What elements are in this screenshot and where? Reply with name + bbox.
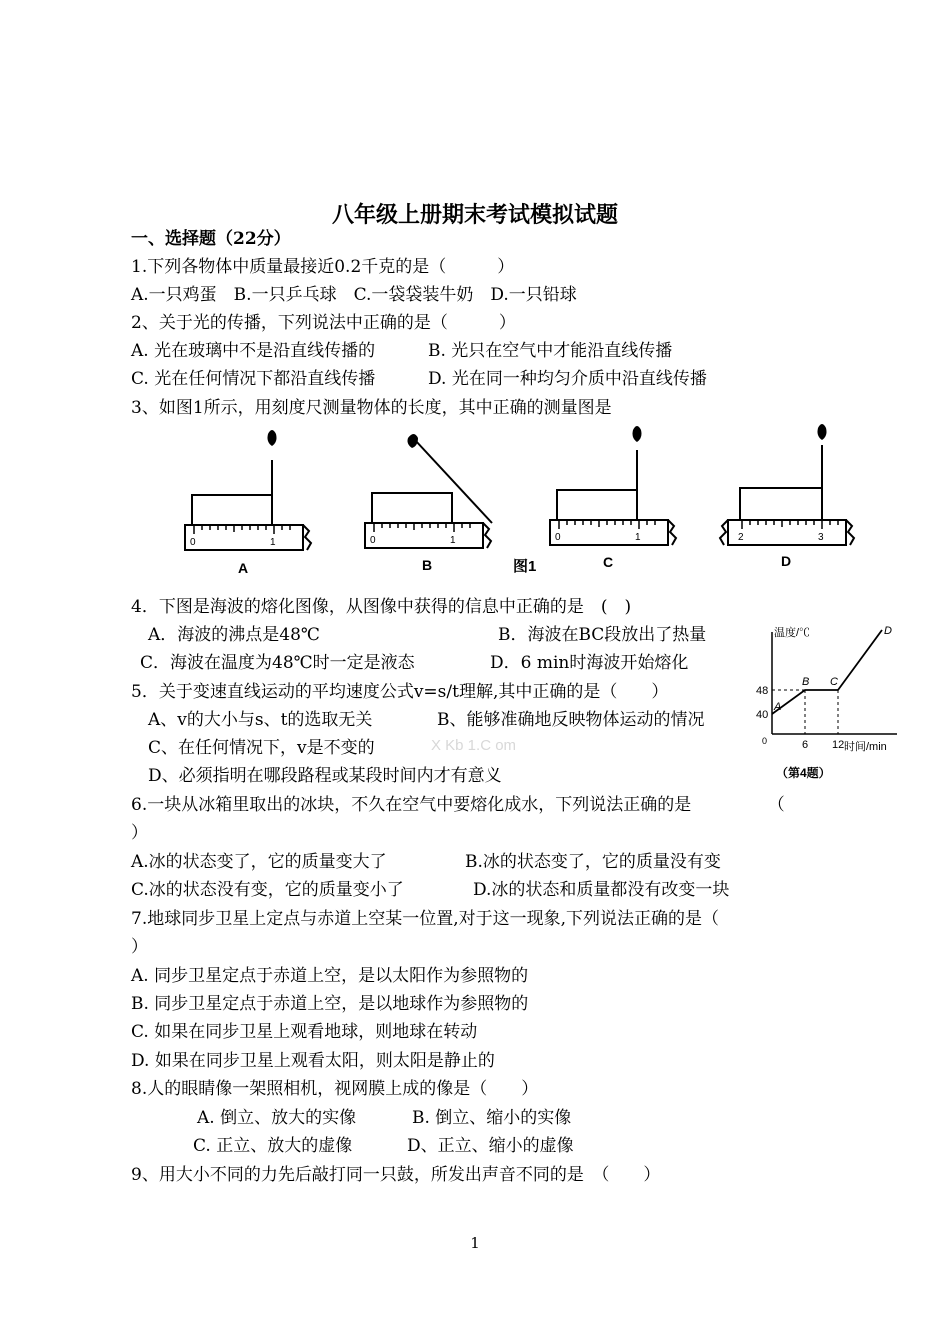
q6-option-d: D.冰的状态和质量都没有改变一块 [473, 880, 730, 900]
panel-label-c: C [603, 554, 614, 570]
q1-options: A.一只鸡蛋 B.一只乒乓球 C.一袋袋装牛奶 D.一只铅球 [131, 285, 577, 305]
point-label-b: B [802, 676, 810, 688]
x-axis-label: 时间/min [844, 741, 887, 753]
ruler-panel-a [185, 430, 311, 576]
melting-chart [752, 620, 902, 785]
ruler-c-tick-1: 1 [635, 532, 641, 543]
q3-stem: 3、如图1所示，用刻度尺测量物体的长度，其中正确的测量图是 [131, 398, 612, 418]
eye-icon [633, 426, 642, 442]
y-axis-label: 温度/℃ [774, 627, 811, 639]
q8-option-a: A. 倒立、放大的实像 [197, 1108, 357, 1128]
q2-option-a: A. 光在玻璃中不是沿直线传播的 [131, 341, 376, 361]
q9-stem: 9、用大小不同的力先后敲打同一只鼓，所发出声音不同的是 （ ） [131, 1165, 661, 1185]
q7-stem-cont: ） [131, 937, 148, 957]
ruler-panel-b [365, 434, 492, 573]
page-number: 1 [470, 1234, 480, 1252]
y-tick-40: 40 [756, 709, 769, 721]
melting-curve [772, 630, 882, 714]
q6-stem-cont: ） [131, 823, 148, 843]
q8-stem: 8.人的眼睛像一架照相机，视网膜上成的像是（ ） [131, 1079, 539, 1099]
q4-stem: 4．下图是海波的熔化图像，从图像中获得的信息中正确的是 ( ) [131, 597, 632, 617]
q2-stem: 2、关于光的传播，下列说法中正确的是（ ） [131, 313, 516, 333]
q7-stem: 7.地球同步卫星上定点与赤道上空某一位置,对于这一现象,下列说法正确的是（ [131, 909, 720, 929]
q5-option-d: D、必须指明在哪段路程或某段时间内才有意义 [148, 766, 502, 786]
q2-option-d: D. 光在同一种均匀介质中沿直线传播 [428, 369, 707, 389]
ruler-b-tick-1: 1 [450, 535, 456, 546]
q6-option-a: A.冰的状态变了，它的质量变大了 [131, 852, 387, 872]
ruler-a-tick-1: 1 [270, 537, 276, 548]
q7-option-d: D. 如果在同步卫星上观看太阳，则太阳是静止的 [131, 1051, 495, 1071]
x-tick-6: 6 [802, 739, 809, 751]
q7-option-a: A. 同步卫星定点于赤道上空，是以太阳作为参照物的 [131, 966, 529, 986]
y-tick-48: 48 [756, 685, 769, 697]
panel-label-d: D [781, 553, 792, 569]
q5-option-a: A、v的大小与s、t的选取无关 [148, 710, 373, 730]
ruler-d-tick-0: 2 [738, 532, 744, 543]
panel-label-b: B [422, 557, 433, 573]
ruler-figure [180, 420, 860, 580]
figure-caption: 图1 [513, 558, 537, 575]
q6-option-b: B.冰的状态变了，它的质量没有变 [465, 852, 721, 872]
ruler-b-tick-0: 0 [370, 535, 376, 546]
q2-option-c: C. 光在任何情况下都沿直线传播 [131, 369, 376, 389]
ruler-panel-c [550, 426, 676, 570]
point-label-d: D [884, 625, 892, 637]
point-label-a: A [774, 701, 782, 713]
eye-icon [268, 430, 277, 446]
q8-option-b: B. 倒立、缩小的实像 [412, 1108, 572, 1128]
section-heading: 一、选择题（22分） [131, 229, 291, 249]
q7-option-c: C. 如果在同步卫星上观看地球，则地球在转动 [131, 1022, 478, 1042]
q4-option-c: C．海波在温度为48℃时一定是液态 [140, 653, 415, 673]
q4-option-d: D．6 min时海波开始熔化 [490, 653, 689, 673]
q6-option-c: C.冰的状态没有变，它的质量变小了 [131, 880, 404, 900]
q6-stem: 6.一块从冰箱里取出的冰块，不久在空气中要熔化成水，下列说法正确的是 （ [131, 795, 785, 815]
q7-option-b: B. 同步卫星定点于赤道上空，是以地球作为参照物的 [131, 994, 529, 1014]
chart-caption: （第4题） [776, 766, 831, 780]
ruler-d-tick-1: 3 [818, 532, 824, 543]
eye-icon [408, 434, 419, 448]
point-label-c: C [830, 676, 838, 688]
q4-option-b: B．海波在BC段放出了热量 [498, 625, 707, 645]
q2-option-b: B. 光只在空气中才能沿直线传播 [428, 341, 673, 361]
ruler-c-tick-0: 0 [555, 532, 561, 543]
page-title: 八年级上册期末考试模拟试题 [331, 202, 618, 228]
q5-option-b: B、能够准确地反映物体运动的情况 [437, 710, 705, 730]
q4-option-a: A．海波的沸点是48℃ [148, 625, 320, 645]
q8-option-d: D、正立、缩小的虚像 [407, 1136, 574, 1156]
q5-option-c: C、在任何情况下，v是不变的 [148, 738, 375, 758]
ruler-panel-d [720, 424, 854, 569]
watermark: X Kb 1.C om [431, 737, 517, 754]
panel-label-a: A [238, 560, 249, 576]
q1-stem: 1.下列各物体中质量最接近0.2千克的是（ ） [131, 257, 515, 277]
x-tick-0: 0 [762, 736, 768, 746]
x-tick-12: 12 [832, 739, 845, 751]
q5-stem: 5．关于变速直线运动的平均速度公式v=s/t理解,其中正确的是（ ） [131, 682, 669, 702]
q8-option-c: C. 正立、放大的虚像 [193, 1136, 353, 1156]
eye-icon [818, 424, 827, 440]
ruler-a-tick-0: 0 [190, 537, 196, 548]
